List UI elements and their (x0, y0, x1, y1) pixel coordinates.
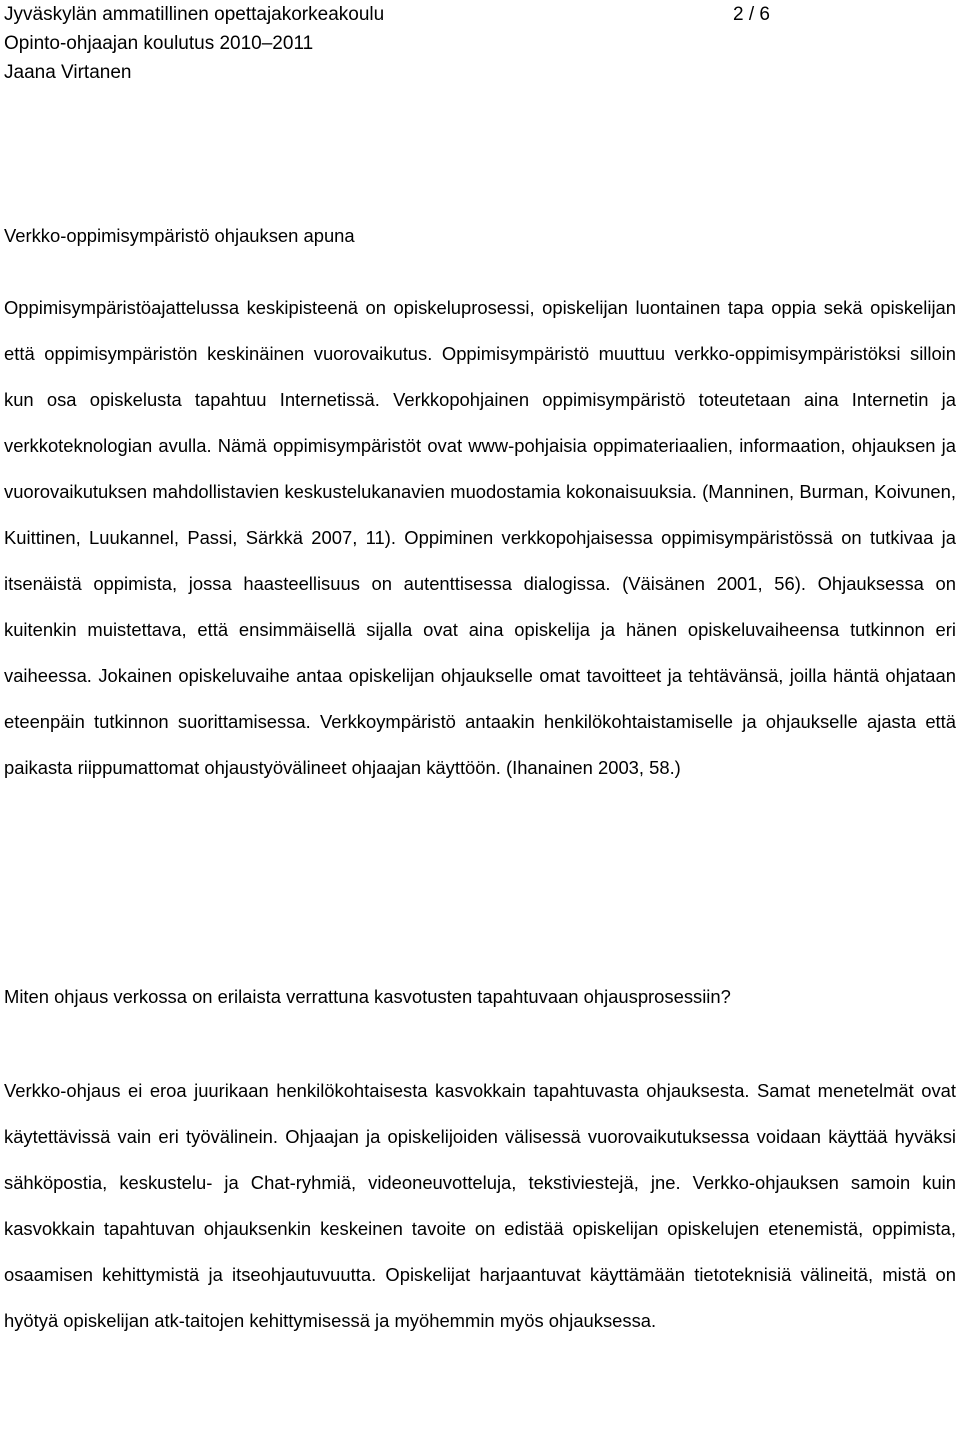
section-heading: Verkko-oppimisympäristö ohjauksen apuna (4, 225, 355, 246)
page-header (4, 0, 956, 87)
body-paragraph: Verkko-ohjaus ei eroa juurikaan henkilökohtaisesta kasvokkain tapahtuvasta ohjauksesta. Samat menetelmät ovat käytettävissä vain eri työvälinein. Ohjaajan ja opiskelijoiden välisessä vuorovaikutuksessa voidaan käyttää hyväksi sähköpostia, keskustelu- ja Chat-ryhmiä, videoneuvotteluja, tekstiviestejä, jne. Verkko-ohjauksen samoin kuin kasvokkain tapahtuvan ohjauksenkin keskeinen tavoite on edistää opiskelijan opiskelujen etenemistä, oppimista, osaamisen kehittymistä ja itseohjautuvuutta. Opiskelijat harjaantuvat käyttämään tietoteknisiä välineitä, mistä on hyötyä opiskelijan atk-taitojen kehittymisessä ja myöhemmin myös ohjauksessa. (4, 1080, 956, 1331)
course-name: Opinto-ohjaajan koulutus 2010–2011 (4, 33, 314, 54)
header-top-row (4, 0, 956, 29)
author-name: Jaana Virtanen (4, 62, 132, 83)
page-number: 2 / 6 (733, 4, 770, 25)
section-heading: Miten ohjaus verkossa on erilaista verrattuna kasvotusten tapahtuvaan ohjausprosessiin? (4, 986, 731, 1007)
body-paragraph: Oppimisympäristöajattelussa keskipisteenä on opiskeluprosessi, opiskelijan luontainen tapa oppia sekä opiskelijan että oppimisympäristön keskinäinen vuorovaikutus. Oppimisympäristö muuttuu verkko-oppimisympäristöksi silloin kun osa opiskelusta tapahtuu Internetissä. Verkkopohjainen oppimisympäristö toteutetaan aina Internetin ja verkkoteknologian avulla. Nämä oppimisympäristöt ovat www-pohjaisia oppimateriaalien, informaation, ohjauksen ja vuorovaikutuksen mahdollistavien keskustelukanavien muodostamia kokonaisuuksia. (Manninen, Burman, Koivunen, Kuittinen, Luukannel, Passi, Särkkä 2007, 11). Oppiminen verkkopohjaisessa oppimisympäristössä on tutkivaa ja itsenäistä oppimista, jossa haasteellisuus on autenttisessa dialogissa. (Väisänen 2001, 56). Ohjauksessa on kuitenkin muistettava, että ensimmäisellä sijalla ovat aina opiskelija ja hänen opiskeluvaiheensa tutkinnon eri vaiheessa. Jokainen opiskeluvaihe antaa opiskelijan ohjaukselle omat tavoitteet ja tehtävänsä, joilla häntä ohjataan eteenpäin tutkinnon suorittamisessa. Verkkoympäristö antaakin henkilökohtaistamiselle ja ohjaukselle ajasta että paikasta riippumattomat ohjaustyövälineet ohjaajan käyttöön. (Ihanainen 2003, 58.) (4, 297, 956, 778)
institution-name: Jyväskylän ammatillinen opettajakorkeakoulu (4, 4, 385, 25)
